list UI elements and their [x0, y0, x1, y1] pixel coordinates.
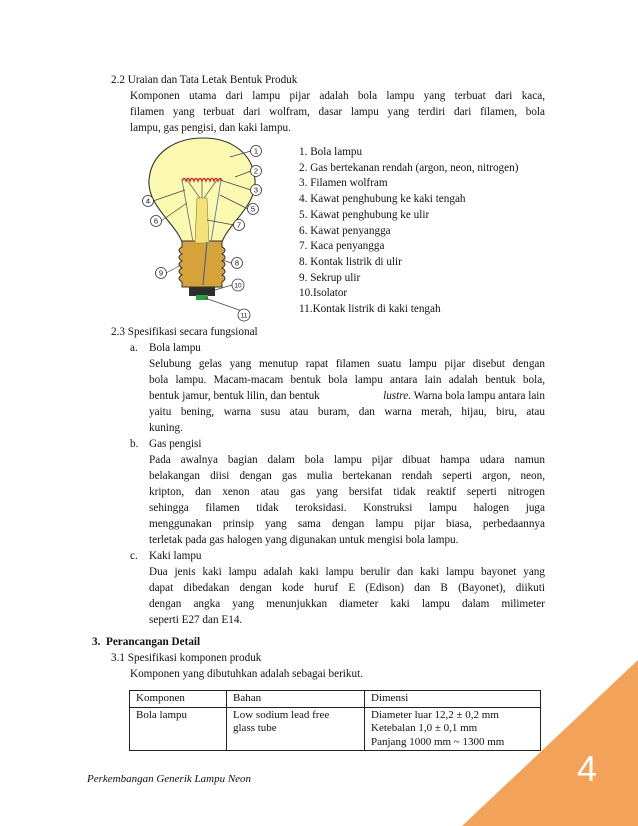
parts-list-item: 7. Kaca penyangga — [299, 240, 385, 253]
table-header-cell: Dimensi — [365, 691, 541, 708]
parts-list — [299, 145, 554, 318]
item-c-line: Dua jenis kaki lampu adalah kaki lampu berulir dan kaki lampu bayonet yang — [149, 566, 545, 578]
table-header-cell: Bahan — [227, 691, 365, 708]
center-contact — [196, 295, 208, 300]
section-3-1-intro: Komponen yang dibutuhkan adalah sebagai berikut. — [130, 668, 364, 680]
table-row — [130, 707, 541, 751]
svg-text:4: 4 — [145, 196, 151, 206]
callout-8 — [232, 258, 243, 269]
svg-text:8: 8 — [234, 258, 240, 268]
table-cell-line: Panjang 1000 mm ~ 1300 mm — [371, 735, 505, 748]
parts-list-item: 1. Bola lampu — [299, 146, 363, 158]
svg-text:10: 10 — [234, 282, 242, 290]
item-a-line: yaitu bening, warna susu atau buram, dan warna merah, hijau, biru, atau — [149, 406, 545, 418]
item-a-line-part: . Warna bola lampu antara lain — [408, 390, 545, 402]
table-cell-bahan — [227, 707, 365, 751]
section-2-3-heading: 2.3 Spesifikasi secara fungsional — [111, 326, 258, 338]
section-2-2-line: filamen yang terbuat dari wolfram, dasar lampu yang terdiri dari filamen, bola — [130, 106, 545, 118]
parts-list-item: 10.Isolator — [299, 287, 348, 300]
table-cell-komponen: Bola lampu — [130, 707, 227, 751]
callout-5 — [248, 204, 259, 215]
item-a-line-lustre — [149, 389, 545, 405]
parts-list-item: 8. Kontak listrik di ulir — [299, 255, 402, 268]
parts-list-item: 6. Kawat penyangga — [299, 224, 391, 237]
item-c-title: Kaki lampu — [149, 550, 202, 562]
callout-6 — [151, 216, 162, 227]
page-number: 4 — [577, 748, 598, 789]
item-b-label: b. — [130, 438, 139, 450]
item-a-line: Selubung gelas yang menutup rapat filamen suatu lampu pijar disebut dengan — [149, 358, 545, 370]
item-b-line: menggunakan prinsip yang sama dengan lampu pijar biasa, perbedaannya — [149, 518, 545, 530]
parts-list-item: 3. Filamen wolfram — [299, 177, 388, 190]
callout-10 — [232, 279, 244, 291]
glass-stem — [195, 198, 209, 243]
item-b-line: kripton, dan xenon atau gas yang bersifat tidak reaktif seperti nitrogen — [149, 486, 545, 498]
callout-11 — [238, 309, 250, 321]
item-a-line: bola lampu. Macam-macam bentuk bola lampu antara lain adalah bentuk bola, — [149, 374, 545, 386]
callout-1 — [251, 146, 262, 157]
table-cell-line: Low sodium lead free — [233, 708, 330, 721]
table-cell-line: Ketebalan 1,0 ± 0,1 mm — [371, 722, 478, 735]
parts-list-item: 5. Kawat penghubung ke ulir — [299, 208, 430, 221]
table-cell-line: Diameter luar 12,2 ± 0,2 mm — [371, 708, 499, 721]
table-cell-dimensi — [365, 707, 541, 751]
svg-text:3: 3 — [253, 185, 259, 195]
table-header-row — [130, 691, 541, 708]
svg-text:5: 5 — [250, 204, 256, 214]
item-c-label: c. — [130, 550, 138, 562]
item-b-line: Pada awalnya bagian dalam bola lampu pijar dibuat hampa udara namun — [149, 454, 545, 466]
item-b-title: Gas pengisi — [149, 438, 202, 450]
svg-text:6: 6 — [153, 216, 159, 226]
item-a-line: kuning. — [149, 422, 183, 434]
svg-text:11: 11 — [240, 312, 248, 320]
callout-4 — [143, 196, 154, 207]
svg-text:9: 9 — [158, 268, 164, 278]
svg-text:2: 2 — [253, 166, 259, 176]
table-header-cell: Komponen — [130, 691, 227, 708]
item-b-line: belakangan diisi dengan gas mulia bertekanan rendah seperti argon, neon, — [149, 470, 545, 482]
item-b-line: terletak pada gas halogen yang digunakan untuk mengisi bola lampu. — [149, 534, 459, 546]
section-2-2-heading: 2.2 Uraian dan Tata Letak Bentuk Produk — [111, 74, 298, 86]
footer-title: Perkembangan Generik Lampu Neon — [87, 773, 252, 785]
parts-list-item: 2. Gas bertekanan rendah (argon, neon, nitrogen) — [299, 161, 519, 174]
callout-3 — [251, 185, 262, 196]
table-cell-line: glass tube — [233, 722, 277, 735]
parts-list-item: 4. Kawat penghubung ke kaki tengah — [299, 193, 466, 206]
parts-list-item: 11.Kontak listrik di kaki tengah — [299, 303, 441, 316]
section-3-heading: 3. Perancangan Detail — [92, 636, 201, 648]
component-table — [129, 690, 541, 751]
item-c-line: seperti E27 dan E14. — [149, 614, 243, 626]
callout-9 — [156, 268, 167, 279]
svg-text:7: 7 — [236, 220, 242, 230]
isolator — [189, 287, 215, 296]
callout-2 — [251, 166, 262, 177]
lustre-term: lustre — [383, 390, 409, 402]
section-2-2-line: Komponen utama dari lampu pijar adalah bola lampu yang terbuat dari kaca, — [130, 90, 545, 102]
section-2-2-line: lampu, gas pengisi, dan kaki lampu. — [130, 122, 291, 134]
bulb-base — [179, 241, 225, 287]
item-a-line-part: bentuk jamur, bentuk lilin, dan bentuk — [149, 390, 320, 402]
item-a-label: a. — [130, 342, 138, 354]
svg-text:1: 1 — [253, 146, 259, 156]
callout-7 — [234, 220, 245, 231]
item-c-line: dengan angka yang menunjukkan diameter kaki lampu dalam milimeter — [149, 598, 545, 610]
section-3-1-heading: 3.1 Spesifikasi komponen produk — [111, 652, 262, 664]
item-a-title: Bola lampu — [149, 342, 201, 354]
item-b-line: sehingga filamen tidak teroksidasi. Konstruksi lampu halogen juga — [149, 502, 545, 514]
parts-list-item: 9. Sekrup ulir — [299, 271, 361, 284]
light-bulb-diagram — [135, 135, 285, 325]
item-c-line: dapat dibedakan dengan kode huruf E (Edison) dan B (Bayonet), diikuti — [149, 582, 545, 594]
